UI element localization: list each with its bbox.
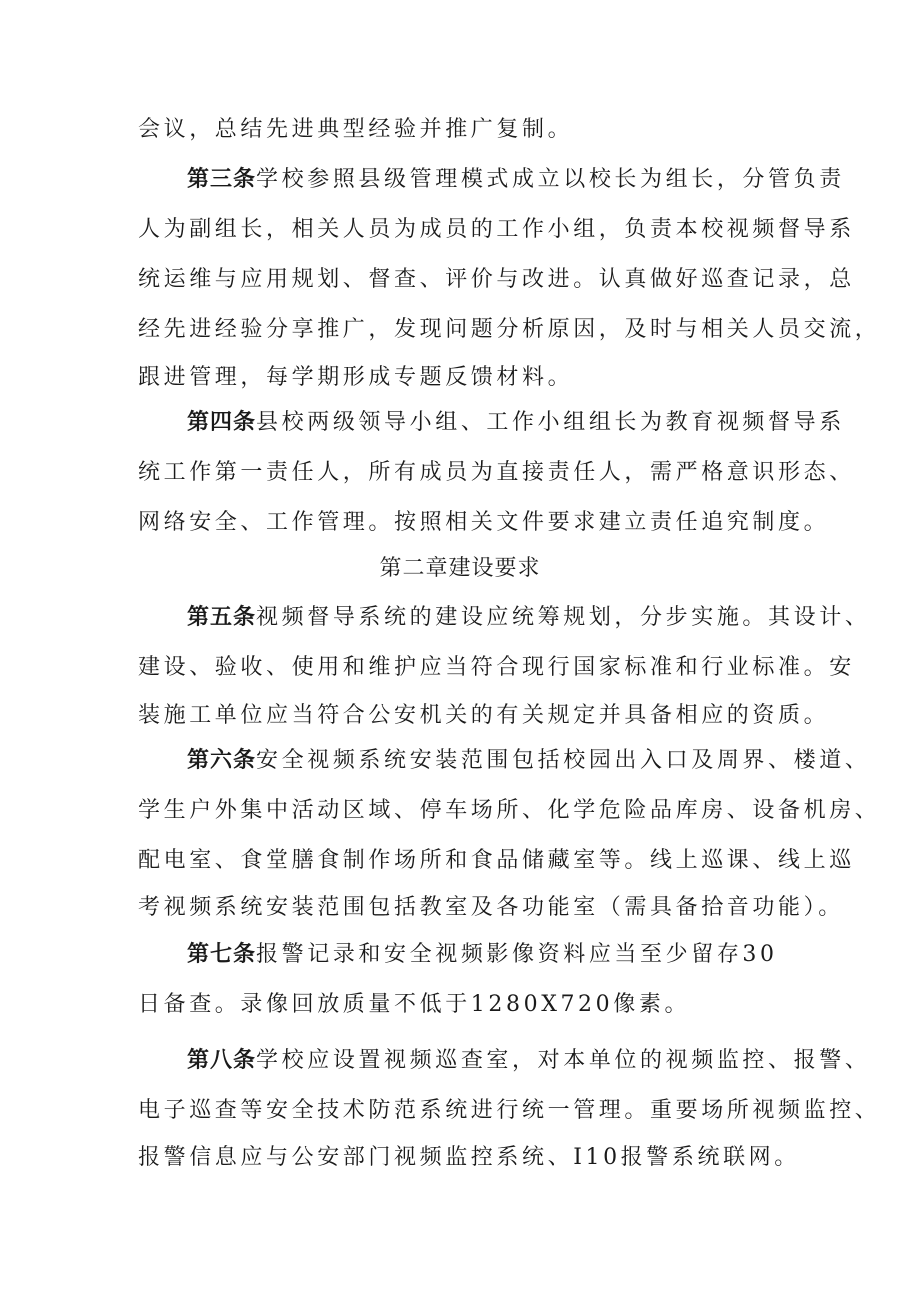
article-3-line — [187, 165, 845, 195]
article-8-text: 学校应设置视频巡查室，对本单位的视频监控、报警、 — [256, 1048, 871, 1073]
article-8-line: 报警信息应与公安部门视频监控系统、I10报警系统联网。 — [138, 1145, 800, 1170]
article-6-line: 考视频系统安装范围包括教室及各功能室（需具备拾音功能）。 — [138, 895, 844, 920]
article-5-text: 视频督导系统的建设应统筹规划，分步实施。其设计、 — [256, 605, 871, 630]
article-5-label: 第五条 — [187, 605, 257, 630]
article-3-line: 统运维与应用规划、督查、评价与改进。认真做好巡查记录，总 — [138, 267, 855, 292]
article-6-line — [187, 746, 870, 776]
article-3-label: 第三条 — [187, 167, 257, 192]
article-8-label: 第八条 — [187, 1048, 257, 1073]
article-7-line: 日备查。录像回放质量不低于1280X720像素。 — [138, 992, 691, 1017]
article-8-line — [187, 1046, 870, 1076]
article-6-label: 第六条 — [187, 748, 257, 773]
article-6-text: 安全视频系统安装范围包括校园出入口及周界、楼道、 — [256, 748, 871, 773]
article-7-label: 第七条 — [187, 942, 257, 967]
article-7-line — [187, 940, 778, 970]
article-3-line: 经先进经验分享推广，发现问题分析原因，及时与相关人员交流， — [138, 317, 881, 342]
article-4-line: 统工作第一责任人，所有成员为直接责任人，需严格意识形态、 — [138, 460, 855, 485]
article-5-line — [187, 603, 870, 633]
article-4-line: 网络安全、工作管理。按照相关文件要求建立责任追究制度。 — [138, 510, 830, 535]
article-8-line: 电子巡查等安全技术防范系统进行统一管理。重要场所视频监控、 — [138, 1098, 881, 1123]
chapter-2-heading: 第二章建设要求 — [379, 556, 541, 581]
paragraph-continuation-line: 会议，总结先进典型经验并推广复制。 — [138, 117, 574, 142]
article-5-line: 装施工单位应当符合公安机关的有关规定并具备相应的资质。 — [138, 703, 830, 728]
article-6-line: 学生户外集中活动区域、停车场所、化学危险品库房、设备机房、 — [138, 798, 881, 823]
article-3-text: 学校参照县级管理模式成立以校长为组长，分管负责 — [256, 167, 845, 192]
article-7-text: 报警记录和安全视频影像资料应当至少留存30 — [256, 942, 778, 967]
article-3-line: 跟进管理，每学期形成专题反馈材料。 — [138, 365, 574, 390]
article-6-line: 配电室、食堂膳食制作场所和食品储藏室等。线上巡课、线上巡 — [138, 848, 855, 873]
article-3-line: 人为副组长，相关人员为成员的工作小组，负责本校视频督导系 — [138, 217, 855, 242]
article-5-line: 建设、验收、使用和维护应当符合现行国家标准和行业标准。安 — [138, 655, 855, 680]
article-4-text: 县校两级领导小组、工作小组组长为教育视频督导系 — [256, 410, 845, 435]
article-4-line — [187, 408, 845, 438]
article-4-label: 第四条 — [187, 410, 257, 435]
